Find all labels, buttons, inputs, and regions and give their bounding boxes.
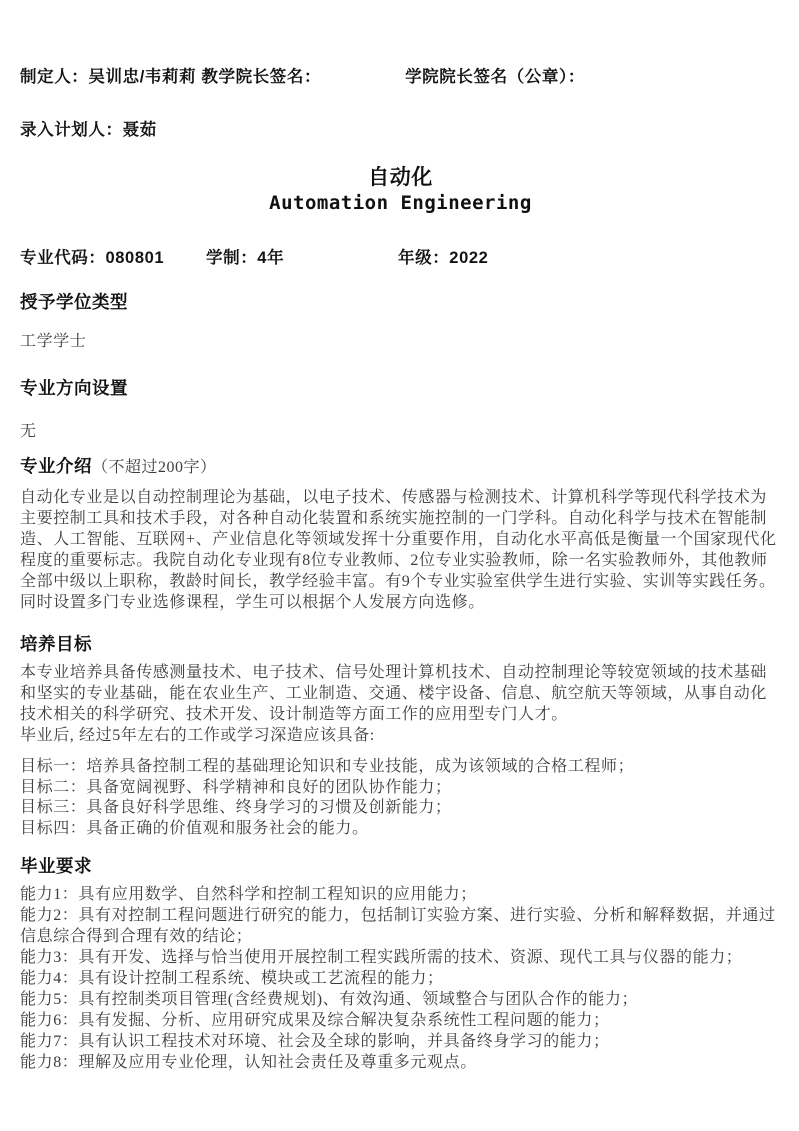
- goal-item: 目标二：具备宽阔视野、科学精神和良好的团队协作能力；: [20, 778, 452, 796]
- program-title-zh: 自动化: [368, 166, 433, 189]
- major-intro-paragraph: 自动化专业是以自动控制理论为基础，以电子技术、传感器与检测技术、计算机科学等现代科学技术为主要控制工具和技术手段，对各种自动化装置和系统实施控制的一门学科。自动化科学与技术在智能制造、人工智能、互联网+、产业信息化等领域发挥十分重要作用，自动化水平高低是衡量一个国家现代化程度的重要标志。我院自动化专业现有8位专业教师、2位专业实验教师，除一名实验教师外，其他教师全部中级以上职称，教龄时间长，教学经验丰富。有9个专业实验室供学生进行实验、实训等实践任务。同时设置多门专业选修课程，学生可以根据个人发展方向选修。: [20, 489, 777, 611]
- ability-item: 能力1：具有应用数学、自然科学和控制工程知识的应用能力；: [20, 886, 477, 903]
- training-objectives-lead: 毕业后, 经过5年左右的工作或学习深造应该具备:: [20, 727, 375, 744]
- section-heading-graduation-requirements: 毕业要求: [20, 856, 92, 876]
- major-code: 专业代码：080801: [20, 249, 165, 267]
- section-heading-training-objectives: 培养目标: [20, 634, 92, 654]
- ability-item: 能力6：具有发掘、分析、应用研究成果及综合解决复杂系统性工程问题的能力；: [20, 1012, 610, 1029]
- training-objectives-paragraph: 本专业培养具备传感测量技术、电子技术、信号处理计算机技术、自动控制理论等较宽领域的技术基础和坚实的专业基础，能在农业生产、工业制造、交通、楼宇设备、信息、航空航天等领域，从事自动化技术相关的科学研究、技术开发、设计制造等方面工作的应用型专门人才。: [20, 664, 768, 723]
- section-heading-degree-type: 授予学位类型: [20, 292, 128, 312]
- ability-item: 能力3：具有开发、选择与恰当使用开展控制工程实践所需的技术、资源、现代工具与仪器的能力；: [20, 949, 743, 966]
- ability-item: 能力2：具有对控制工程问题进行研究的能力，包括制订实验方案、进行实验、分析和解释数据，并通过信息综合得到合理有效的结论；: [20, 907, 776, 945]
- study-duration: 学制：4年: [206, 249, 285, 267]
- objective-goal-list: [20, 757, 781, 839]
- maker-and-teaching-dean-label: 制定人：吴训忠/韦莉莉 教学院长签名：: [20, 68, 322, 86]
- college-dean-sign-label: 学院院长签名（公章）：: [405, 68, 585, 86]
- goal-item: 目标四：具备正确的价值观和服务社会的能力。: [20, 819, 369, 837]
- goal-item: 目标一：培养具备控制工程的基础理论知识和专业技能，成为该领域的合格工程师；: [20, 758, 635, 775]
- ability-requirement-list: [20, 884, 781, 1073]
- header-signature-line: [20, 66, 781, 88]
- program-meta-row: [20, 247, 781, 269]
- training-objectives-block: [20, 662, 781, 746]
- major-intro-word-limit-note: （不超过200字）: [92, 459, 217, 476]
- grade-year: 年级：2022: [398, 249, 489, 267]
- degree-type-value: 工学学士: [20, 333, 87, 350]
- major-intro-heading-text: 专业介绍: [20, 456, 92, 476]
- entry-person-line: 录入计划人：聂茹: [20, 121, 157, 139]
- section-heading-major-direction: 专业方向设置: [20, 378, 128, 398]
- section-heading-major-intro: [20, 454, 781, 480]
- goal-item: 目标三：具备良好科学思维、终身学习的习惯及创新能力；: [20, 799, 452, 816]
- ability-item: 能力4：具有设计控制工程系统、模块或工艺流程的能力；: [20, 970, 444, 987]
- major-direction-value: 无: [20, 423, 37, 440]
- ability-item: 能力7：具有认识工程技术对环境、社会及全球的影响，并具备终身学习的能力；: [20, 1033, 610, 1050]
- program-title-en: Automation Engineering: [269, 192, 532, 214]
- ability-item: 能力8：理解及应用专业伦理，认知社会责任及尊重多元观点。: [20, 1054, 477, 1071]
- ability-item: 能力5：具有控制类项目管理(含经费规划)、有效沟通、领域整合与团队合作的能力；: [20, 991, 639, 1008]
